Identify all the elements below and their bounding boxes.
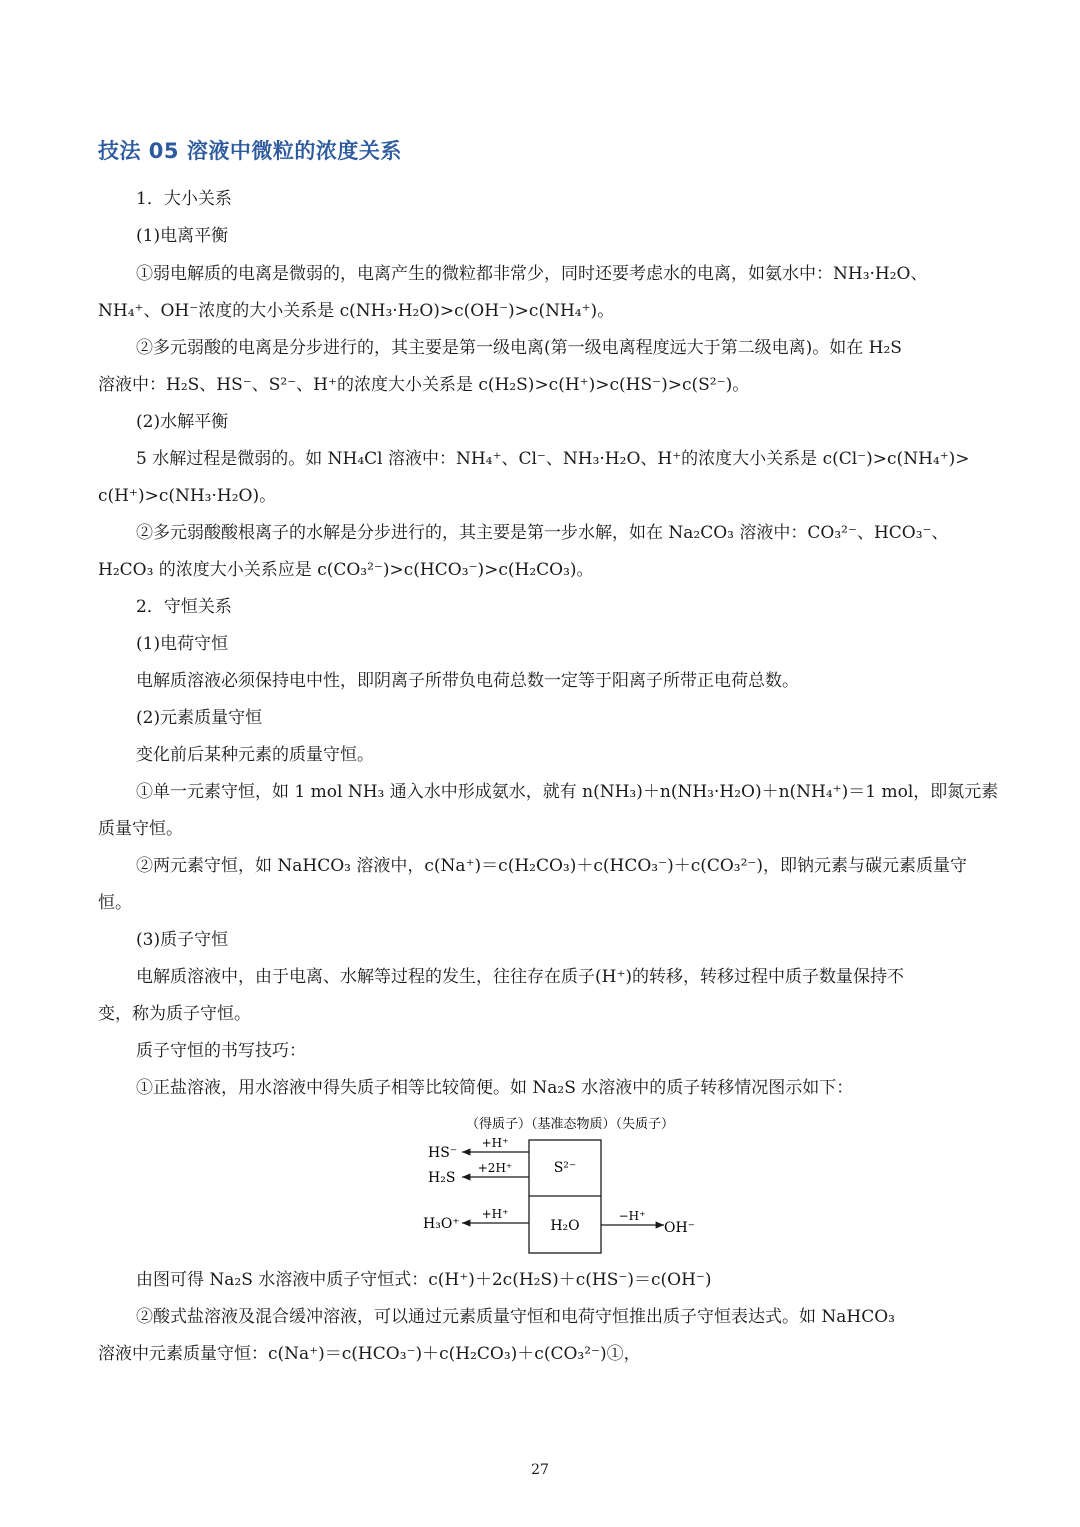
paragraph-line: 由图可得 Na₂S 水溶液中质子守恒式：c(H⁺)＋2c(H₂S)＋c(HS⁻)＝c(OH⁻): [136, 1270, 712, 1290]
h3o-label: H₃O⁺: [423, 1216, 460, 1232]
paragraph-line: 5 水解过程是微弱的。如 NH₄Cl 溶液中：NH₄⁺、Cl⁻、NH₃·H₂O、H⁺的浓度大小关系是 c(Cl⁻)>c(NH₄⁺)>: [136, 449, 970, 469]
hs-label: HS⁻: [428, 1145, 458, 1161]
proton-transfer-diagram: [420, 1110, 720, 1260]
page-number: 27: [531, 1462, 549, 1478]
arrow-label: −H⁺: [618, 1209, 646, 1223]
paragraph-line: 变化前后某种元素的质量守恒。: [136, 745, 374, 765]
paragraph-line: 变，称为质子守恒。: [98, 1004, 251, 1024]
paragraph-line: ②酸式盐溶液及混合缓冲溶液，可以通过元素质量守恒和电荷守恒推出质子守恒表达式。如 NaHCO₃: [136, 1307, 895, 1327]
arrow-label: +H⁺: [481, 1136, 509, 1150]
paragraph-line: 溶液中元素质量守恒：c(Na⁺)＝c(HCO₃⁻)＋c(H₂CO₃)＋c(CO₃²⁻)①，: [98, 1344, 641, 1364]
paragraph-line: 电解质溶液中，由于电离、水解等过程的发生，往往存在质子(H⁺)的转移，转移过程中质子数量保持不: [136, 967, 905, 987]
subheading-hydrolysis: (2)水解平衡: [136, 412, 229, 432]
diagram-header: （得质子）（基准态物质）（失质子）: [465, 1117, 675, 1132]
paragraph-line: ①正盐溶液，用水溶液中得失质子相等比较简便。如 Na₂S 水溶液中的质子转移情况图示如下：: [136, 1078, 854, 1098]
arrow-label: +H⁺: [481, 1207, 509, 1221]
paragraph-line: 质量守恒。: [98, 819, 183, 839]
paragraph-line: 溶液中：H₂S、HS⁻、S²⁻、H⁺的浓度大小关系是 c(H₂S)>c(H⁺)>c(HS⁻)>c(S²⁻)。: [98, 375, 750, 395]
s2-label: S²⁻: [553, 1160, 577, 1176]
heading-conservation: 2．守恒关系: [136, 597, 232, 617]
paragraph-line: 恒。: [98, 893, 132, 913]
section-title: 技法 05 溶液中微粒的浓度关系: [98, 139, 402, 163]
paragraph-line: ①弱电解质的电离是微弱的，电离产生的微粒都非常少，同时还要考虑水的电离，如氨水中：NH₃·H₂O、: [136, 264, 928, 284]
arrow-label: +2H⁺: [477, 1161, 513, 1175]
heading-size-relation: 1．大小关系: [136, 189, 232, 209]
paragraph-line: H₂CO₃ 的浓度大小关系应是 c(CO₃²⁻)>c(HCO₃⁻)>c(H₂CO₃)。: [98, 560, 594, 580]
paragraph-line: ②多元弱酸酸根离子的水解是分步进行的，其主要是第一步水解，如在 Na₂CO₃ 溶液中：CO₃²⁻、HCO₃⁻、: [136, 523, 949, 543]
subheading-element-mass: (2)元素质量守恒: [136, 708, 263, 728]
paragraph-line: 质子守恒的书写技巧：: [136, 1041, 306, 1061]
h2s-label: H₂S: [428, 1170, 456, 1186]
subheading-proton: (3)质子守恒: [136, 930, 229, 950]
paragraph-line: ②两元素守恒，如 NaHCO₃ 溶液中，c(Na⁺)＝c(H₂CO₃)＋c(HCO₃⁻)＋c(CO₃²⁻)，即钠元素与碳元素质量守: [136, 856, 968, 876]
subheading-charge: (1)电荷守恒: [136, 634, 229, 654]
paragraph-line: c(H⁺)>c(NH₃·H₂O)。: [98, 486, 277, 506]
oh-label: OH⁻: [664, 1220, 696, 1236]
paragraph-line: ②多元弱酸的电离是分步进行的，其主要是第一级电离(第一级电离程度远大于第二级电离)。如在 H₂S: [136, 338, 902, 358]
paragraph-line: NH₄⁺、OH⁻浓度的大小关系是 c(NH₃·H₂O)>c(OH⁻)>c(NH₄⁺)。: [98, 301, 615, 321]
paragraph-line: 电解质溶液必须保持电中性，即阴离子所带负电荷总数一定等于阳离子所带正电荷总数。: [136, 671, 799, 691]
subheading-ionization: (1)电离平衡: [136, 226, 229, 246]
h2o-label: H₂O: [550, 1218, 580, 1234]
paragraph-line: ①单一元素守恒，如 1 mol NH₃ 通入水中形成氨水，就有 n(NH₃)＋n(NH₃·H₂O)＋n(NH₄⁺)＝1 mol，即氮元素: [136, 782, 999, 802]
